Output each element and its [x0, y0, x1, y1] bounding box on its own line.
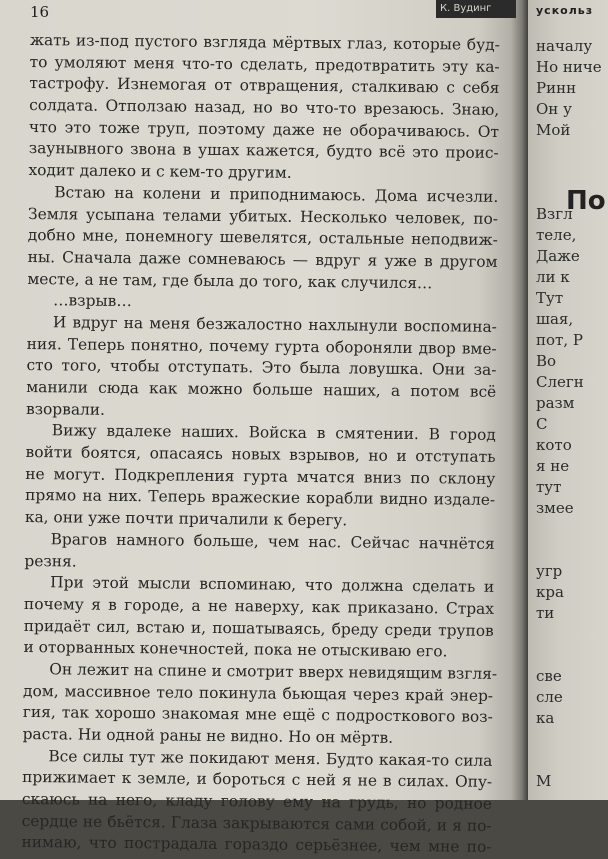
text-line: добно мне, понемногу шевелятся, остальные неподвиж- — [27, 226, 498, 250]
text-line: придаёт сил, встаю и, пошатываясь, бреду среди трупов — [23, 616, 494, 640]
text-line: прямо на них. Теперь вражеские корабли видно издале- — [25, 486, 496, 510]
text-line: нимаю, что пострадала гораздо серьёзнее, чем мне по- — [21, 833, 492, 857]
right-text-fragment: я не — [536, 457, 570, 475]
text-line: гия, так хорошо знакомая мне ещё с подросткового воз- — [22, 703, 493, 727]
text-line: Врагов намного больше, чем нас. Сейчас начнётся — [50, 530, 495, 553]
right-text-fragment: Тут — [536, 289, 564, 307]
right-text-fragment: угр — [536, 562, 563, 580]
right-text-fragment — [536, 624, 606, 645]
text-line: Он лежит на спине и смотрит вверх невидящим взгля- — [49, 660, 498, 683]
text-line: резня. — [24, 551, 77, 571]
text-line: раста. Ни одной раны не видно. Но он мёртв. — [22, 724, 394, 747]
right-text-fragment — [536, 645, 606, 666]
text-line: жать из-под пустого взгляда мёртвых глаз, которые буд- — [29, 30, 500, 54]
text-line: месте, а не там, где была до того, как случился… — [27, 269, 433, 292]
right-text-fragment: пот, Р — [536, 331, 583, 349]
right-text-fragment: Но ниче — [536, 58, 602, 76]
right-text-fragment: кра — [536, 583, 564, 601]
right-text-fragment: тут — [536, 478, 562, 496]
right-text-fragment: началу — [536, 37, 593, 55]
text-line: Земля усыпана телами убитых. Несколько человек, по- — [27, 204, 499, 228]
text-line: дом, массивное тело покинула бьющая через край энер- — [22, 681, 494, 705]
text-line: прижимает к земле, и бороться с ней я не в силах. Опу- — [22, 768, 493, 792]
text-line: ка, они уже почти причалили к берегу. — [24, 508, 348, 530]
left-page-text — [21, 30, 500, 859]
right-text-fragment — [536, 519, 606, 540]
text-line: заунывного звона в ушах кажется, будто всё это проис- — [28, 139, 499, 163]
text-line: сердце не бьётся. Глаза закрываются сами собой, и я по- — [21, 811, 492, 835]
text-line: то умоляют меня что-то сделать, предотвратить эту ка- — [29, 52, 500, 76]
right-page-running-head: ускольз — [536, 4, 594, 17]
text-line: сто того, чтобы отступать. Это была ловушка. Они за- — [26, 356, 497, 380]
text-line: солдата. Отползаю назад, но во что-то врезаюсь. Знаю, — [29, 96, 500, 119]
page-number: 16 — [30, 3, 50, 21]
right-text-fragment: ли к — [536, 268, 570, 286]
text-line: И вдруг на меня безжалостно нахлынули воспомина- — [52, 313, 498, 336]
right-text-fragment: змее — [536, 499, 574, 517]
right-text-fragment: Слегн — [536, 373, 584, 391]
text-line: что это тоже труп, поэтому даже не оборачиваюсь. От — [28, 117, 500, 141]
author-running-head: К. Вудинг — [436, 0, 516, 18]
left-page-header — [0, 0, 520, 22]
text-line: ния. Теперь понятно, почему гурта обороняли двор вме- — [26, 334, 497, 358]
text-line: скаюсь на него, кладу голову ему на грудь, но родное — [21, 790, 493, 813]
text-line: Все силы тут же покидают меня. Будто какая-то сила — [48, 746, 493, 770]
right-text-fragment: сле — [536, 688, 563, 706]
right-text-fragment: С — [536, 415, 548, 433]
text-line: тастрофу. Изнемогая от отвращения, сталкиваю с себя — [29, 74, 500, 98]
right-text-fragment: Взгл — [536, 205, 573, 223]
text-line: и оторванных конечностей, пока не отыскиваю его. — [23, 638, 448, 661]
right-text-fragment: шая, — [536, 310, 574, 328]
right-text-fragment — [536, 162, 606, 183]
right-text-fragment: Даже — [536, 247, 580, 265]
right-text-fragment — [536, 540, 606, 561]
text-line: не могут. Подкрепления гурта мчатся вниз по склону — [25, 464, 496, 488]
right-text-fragment — [536, 750, 606, 771]
right-text-fragment: Мой — [536, 121, 571, 139]
right-text-fragment: теле, — [536, 226, 577, 244]
right-page-chapter-heading: По — [566, 186, 606, 216]
text-line: Вижу вдалеке наших. Войска в смятении. В город — [51, 421, 496, 445]
right-text-fragment: све — [536, 667, 562, 685]
text-line: ходит далеко и с кем-то другим. — [28, 161, 292, 182]
right-text-fragment: кото — [536, 436, 572, 454]
right-text-fragment — [536, 141, 606, 162]
right-text-fragment: разм — [536, 394, 575, 412]
right-text-fragment — [536, 729, 606, 750]
right-page-text — [536, 36, 606, 792]
right-text-fragment: Он у — [536, 100, 572, 118]
text-line: ны. Сначала даже сомневаюсь — вдруг я уже в другом — [27, 247, 498, 271]
text-line: манили сюда как можно больше наших, а потом всё — [26, 377, 497, 401]
text-line: …взрыв… — [53, 291, 132, 311]
right-text-fragment: Во — [536, 352, 557, 370]
right-text-fragment: ти — [536, 604, 555, 622]
text-line: взорвали. — [25, 399, 106, 419]
text-line: войти боятся, опасаясь новых взрывов, но и отступать — [25, 443, 496, 466]
text-line: При этой мысли вспоминаю, что должна сделать и — [50, 573, 495, 597]
right-text-fragment: М — [536, 772, 552, 790]
right-text-fragment: ка — [536, 709, 555, 727]
text-line: Встаю на колени и приподнимаюсь. Дома исчезли. — [54, 183, 499, 206]
right-text-fragment: Ринн — [536, 79, 577, 97]
text-line: почему я в городе, а не наверху, как приказано. Страх — [23, 594, 495, 618]
